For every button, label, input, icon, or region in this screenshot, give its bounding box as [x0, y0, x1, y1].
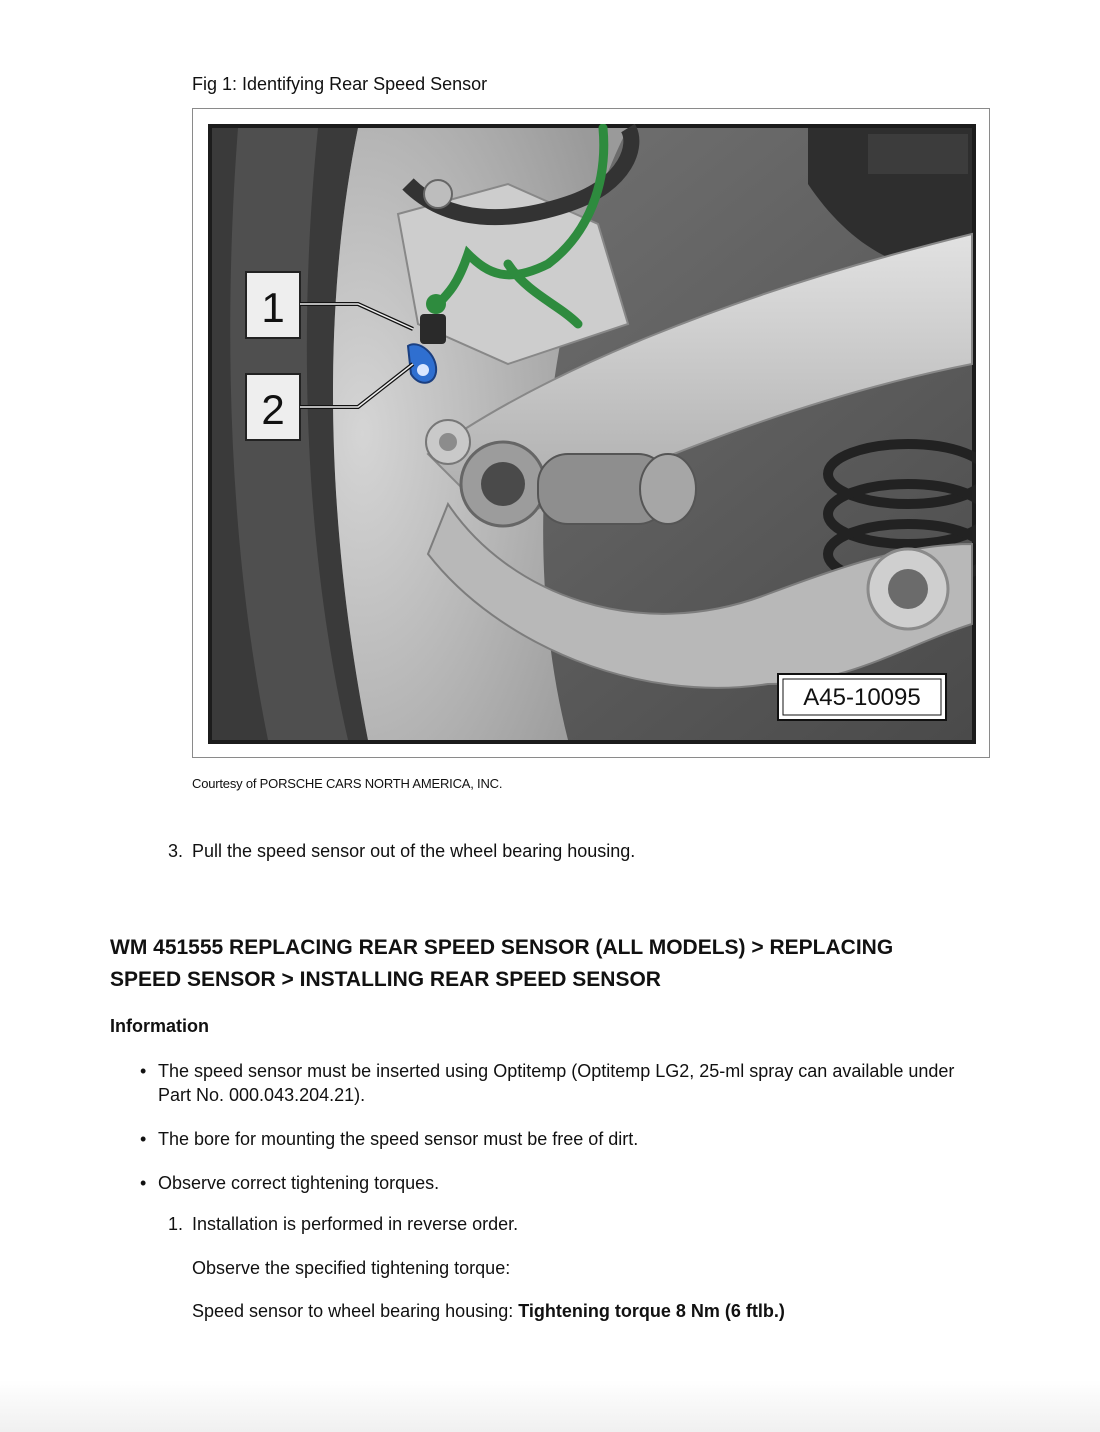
list-item-text: The bore for mounting the speed sensor must be free of dirt. [158, 1129, 639, 1149]
rear-speed-sensor-illustration [208, 124, 976, 744]
torque-intro: Observe the specified tightening torque: [192, 1258, 511, 1278]
step-number: 3. [168, 841, 184, 861]
bullet-icon: • [140, 1129, 147, 1149]
sensor-connector [420, 314, 446, 344]
torque-spec-label: Speed sensor to wheel bearing housing: [192, 1301, 519, 1321]
image-code: A45-10095 [803, 684, 921, 711]
figure-caption: Fig 1: Identifying Rear Speed Sensor [192, 74, 488, 94]
list-item [140, 1127, 960, 1151]
step-number: 1. [168, 1214, 184, 1234]
list-item [140, 1171, 960, 1195]
callout-2: 2 [261, 386, 285, 433]
list-item-text: Observe correct tightening torques. [158, 1173, 440, 1193]
bullet-icon: • [140, 1061, 147, 1081]
section-heading: WM 451555 REPLACING REAR SPEED SENSOR (ALL MODELS) > REPLACING SPEED SENSOR > INSTALLING REAR SPEED SENSOR [110, 936, 894, 991]
installation-step [168, 1214, 518, 1235]
torque-value: Tightening torque 8 Nm (6 ftlb.) [518, 1301, 785, 1321]
torque-spec [192, 1301, 785, 1322]
figure-frame [192, 108, 990, 758]
bullet-icon: • [140, 1173, 147, 1193]
step-text: Installation is performed in reverse order. [192, 1214, 519, 1234]
step-text: Pull the speed sensor out of the wheel bearing housing. [192, 841, 636, 861]
information-list [140, 1059, 960, 1215]
information-label: Information [110, 1016, 209, 1036]
page-bottom-shadow [0, 1380, 1100, 1432]
list-item-text: The speed sensor must be inserted using Optitemp (Optitemp LG2, 25-ml spray can available under Part No. 000.043.204.21). [158, 1061, 955, 1105]
list-item [140, 1059, 960, 1107]
procedure-step [168, 841, 635, 862]
image-credit: Courtesy of PORSCHE CARS NORTH AMERICA, INC. [192, 776, 503, 791]
callout-1: 1 [261, 284, 285, 331]
